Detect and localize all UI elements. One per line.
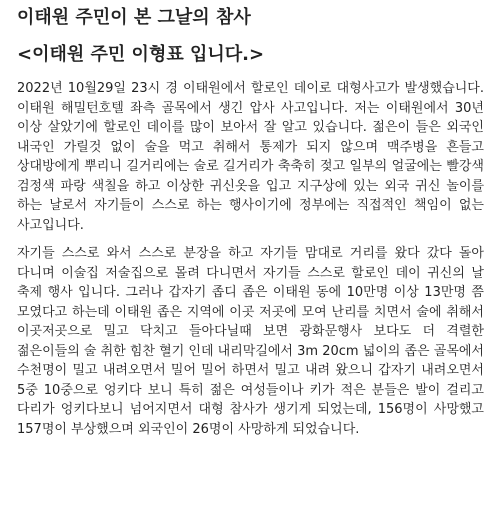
article-title: 이태원 주민이 본 그날의 참사 — [17, 7, 251, 28]
article-subtitle: <이태원 주민 이형표 입니다.> — [17, 44, 265, 65]
article-paragraph-1: 2022년 10월29일 23시 경 이태원에서 할로인 데이로 대형사고가 발생했습니다. 이태원 해밀턴호텔 좌측 골목에서 생긴 압사 사고입니다. 저는 이태원에서 30년 이상 살았기에 할로인 데이를 많이 보아서 잘 알고 있습니다. 젊은이 들은 외국인 내국인 가릴것 없이 술을 먹고 취해서 통제가 되지 않으며 맥주병을 흔들고 상대방에게 뿌리니 길거리에는 술로 길거리가 축축히 젖고 일부의 얼굴에는 빨강색 검정색 파랑 색칠을 하고 이상한 귀신옷을 입고 지구상에 있는 외국 귀신 놀이를 하는 날로서 자기들이 스스로 하는 행사이기에 정부에는 직접적인 책임이 없는 사고입니다. — [17, 81, 484, 233]
article-paragraph-2: 자기들 스스로 와서 스스로 분장을 하고 자기들 맘대로 거리를 왔다 갔다 돌아 다니며 이술집 저술집으로 몰려 다니면서 자기들 스스로 할로인 데이 귀신의 날 축제 행사 입니다. 그러나 갑자기 좁디 좁은 이태원 동에 10만명 이상 13만명 쯤 모였다고 하는데 이태원 좁은 지역에 이곳 저곳에 모여 난리를 치면서 술에 취해서 이곳저곳으로 밀고 닥치고 들아다닐때 보면 광화문행사 보다도 더 격렬한 젊은이들의 술 취한 힘찬 혈기 인데 내리막길에서 3m 20cm 넓이의 좁은 골목에서 수천명이 밀고 내려오면서 밀어 밀어 하면서 밀고 내려 왔으니 갑자기 내려오면서 5중 10중으로 엉키다 보니 특히 젊은 여성들이나 키가 적은 분들은 발이 걸리고 다리가 엉키다보니 넘어지면서 대형 참사가 생기게 되었는데, 156명이 사망했고 157명이 부상했으며 외국인이 26명이 사망하게 되었습니다. — [17, 246, 484, 437]
